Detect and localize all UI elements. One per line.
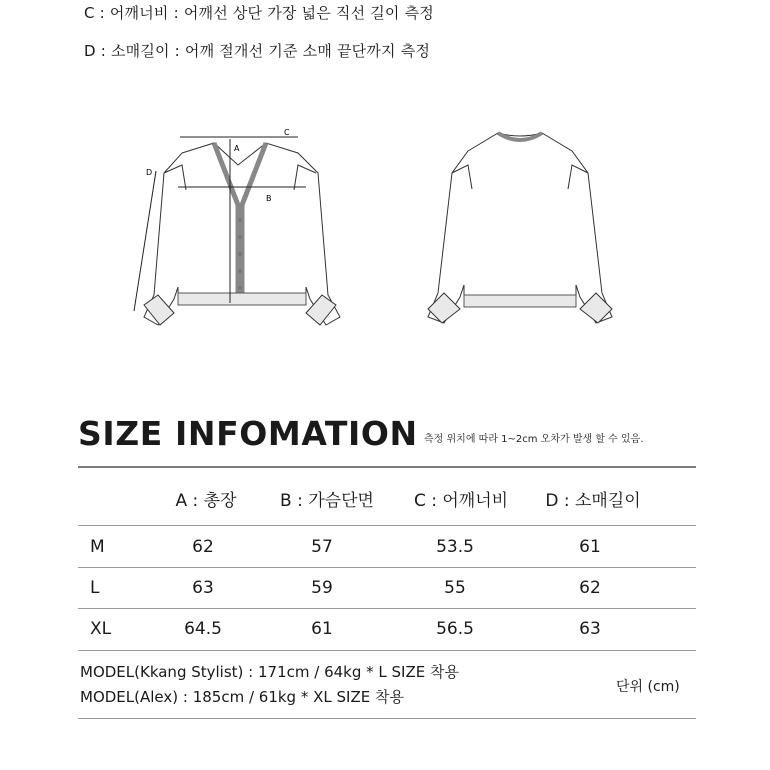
cell-l-b: 59	[311, 578, 333, 598]
measure-note-c: C : 어깨너비 : 어깨선 상단 가장 넓은 직선 길이 측정	[84, 4, 434, 22]
section-title: SIZE INFOMATION	[78, 414, 418, 453]
model-info-kkang: MODEL(Kkang Stylist) : 171cm / 64kg * L SIZE 착용	[80, 663, 459, 681]
cell-xl-c: 56.5	[436, 619, 474, 639]
measure-note-d: D : 소매길이 : 어깨 절개선 기준 소매 끝단까지 측정	[84, 42, 431, 60]
cell-l-a: 63	[192, 578, 214, 598]
unit-label: 단위 (cm)	[616, 679, 680, 695]
cell-xl-a: 64.5	[184, 619, 222, 639]
row-label-xl: XL	[90, 619, 112, 639]
label-b: B	[266, 194, 272, 203]
divider-header	[78, 525, 696, 526]
divider-bottom	[78, 718, 696, 719]
column-header-d: D : 소매길이	[545, 491, 641, 511]
label-c: C	[284, 128, 290, 137]
cell-m-c: 53.5	[436, 537, 474, 557]
label-d: D	[146, 168, 153, 177]
label-a: A	[234, 144, 240, 153]
column-header-b: B : 가슴단면	[280, 491, 374, 511]
model-info-alex: MODEL(Alex) : 185cm / 61kg * XL SIZE 착용	[80, 688, 404, 706]
cell-xl-b: 61	[311, 619, 333, 639]
column-header-c: C : 어깨너비	[413, 491, 509, 511]
divider-row-2	[78, 608, 696, 609]
divider-top	[78, 466, 696, 468]
cell-m-d: 61	[579, 537, 601, 557]
divider-row-3	[78, 650, 696, 651]
cardigan-back-illustration	[420, 125, 620, 325]
cell-l-d: 62	[579, 578, 601, 598]
column-header-a: A : 총장	[175, 491, 237, 511]
cardigan-front-illustration	[120, 125, 360, 340]
cell-xl-d: 63	[579, 619, 601, 639]
row-label-m: M	[90, 537, 105, 557]
divider-row-1	[78, 567, 696, 568]
cell-l-c: 55	[444, 578, 466, 598]
tolerance-note: 측정 위치에 따라 1~2cm 오차가 발생 할 수 있음.	[424, 434, 644, 445]
row-label-l: L	[90, 578, 100, 598]
cell-m-b: 57	[311, 537, 333, 557]
cell-m-a: 62	[192, 537, 214, 557]
